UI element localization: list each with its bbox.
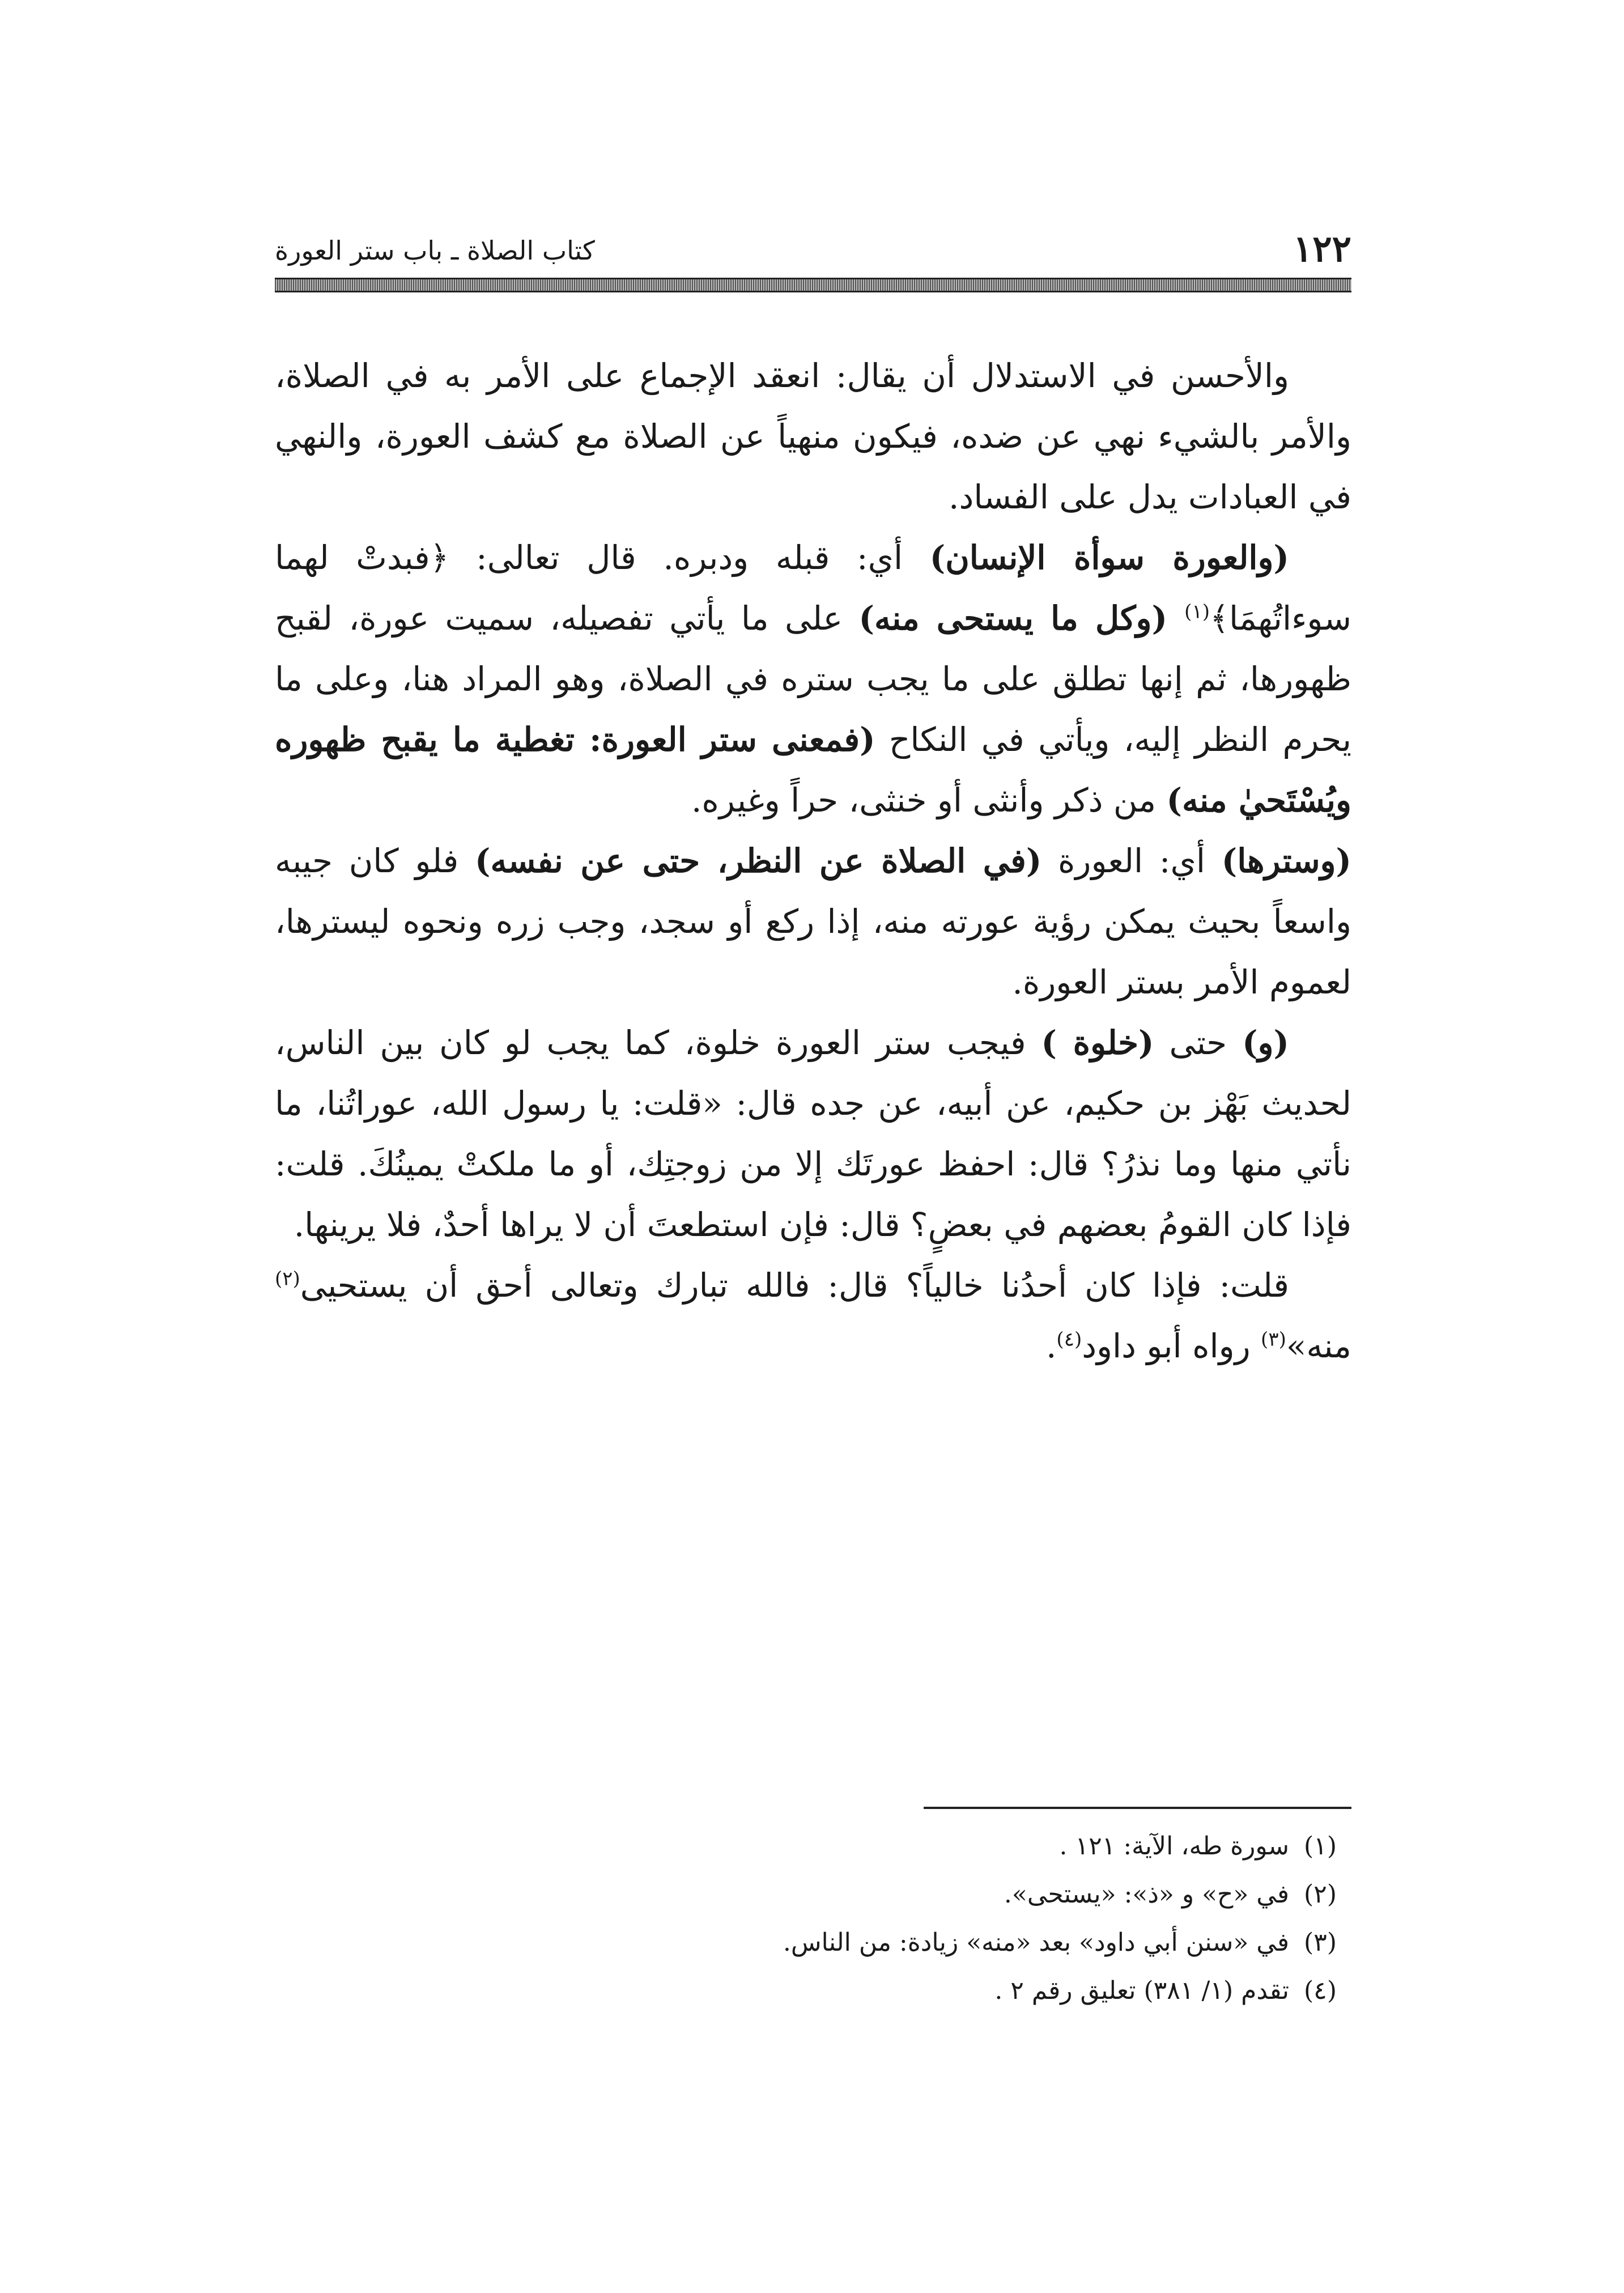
paragraph-text: أي: العورة — [1041, 842, 1222, 880]
page-number: ١٢٢ — [1293, 228, 1351, 270]
header-rule — [275, 278, 1351, 292]
footnote-mark-2[interactable]: (٢) — [275, 1267, 300, 1290]
footnote-text: في «سنن أبي داود» بعد «منه» زيادة: من الناس. — [783, 1928, 1289, 1957]
paragraph-text: . — [1045, 1327, 1057, 1365]
footnote-separator — [924, 1807, 1351, 1809]
paragraph-text: أي: قبله ودبره. قال تعالى: ﴿فبدتْ لهما سوءاتُهمَا﴾ — [275, 538, 1351, 638]
page-header — [275, 227, 1351, 272]
bold-term: (وسترها) — [1221, 842, 1352, 880]
footnote-2 — [275, 1870, 1351, 1918]
bold-term: (والعورة سوأة الإنسان) — [929, 538, 1289, 577]
paragraph-3 — [275, 831, 1351, 1013]
footnote-text: في «ح» و «ذ»: «يستحى». — [1004, 1880, 1289, 1909]
footnote-3 — [275, 1918, 1351, 1967]
footnote-number: (١) — [1304, 1832, 1337, 1861]
bold-term: (خلوة ) — [1041, 1024, 1154, 1062]
footnote-number: (٤) — [1304, 1976, 1337, 2005]
footnote-1 — [275, 1822, 1351, 1870]
footnote-number: (٢) — [1304, 1880, 1337, 1909]
running-title: كتاب الصلاة ـ باب ستر العورة — [275, 235, 595, 266]
paragraph-text: على ما يأتي تفصيله، سميت عورة، لقبح ظهورها، ثم إنها تطلق على ما يجب ستره في الصلاة، وهو المراد هنا، وعلى ما يحرم النظر إليه، ويأتي في النكاح — [275, 599, 1351, 759]
paragraph-text: حتى — [1154, 1024, 1243, 1062]
paragraph-text: منه» — [1286, 1327, 1351, 1365]
footnote-4 — [275, 1967, 1351, 2015]
paragraph-2 — [275, 528, 1351, 831]
paragraph-4 — [275, 1013, 1351, 1255]
paragraph-text: رواه أبو داود — [1082, 1327, 1261, 1365]
footnote-mark-3[interactable]: (٣) — [1261, 1328, 1286, 1351]
paragraph-5 — [275, 1255, 1351, 1377]
paragraph-1 — [275, 346, 1351, 528]
bold-term: (و) — [1242, 1024, 1290, 1062]
paragraph-text: من ذكر وأنثى أو خنثى، حراً وغيره. — [691, 781, 1167, 819]
footnote-text: سورة طه، الآية: ١٢١ . — [1059, 1832, 1289, 1861]
footnote-number: (٣) — [1304, 1928, 1337, 1957]
paragraph-text: قلت: فإذا كان أحدُنا خالياً؟ قال: فالله تبارك وتعالى أحق أن يستحيى — [300, 1266, 1289, 1305]
footnote-mark-1[interactable]: (١) — [1184, 600, 1210, 623]
bold-term: (وكل ما يستحى منه) — [858, 599, 1185, 638]
paragraph-1-text: والأحسن في الاستدلال أن يقال: انعقد الإجماع على الأمر به في الصلاة، والأمر بالشيء نهي عن ضده، فيكون منهياً عن الصلاة مع كشف العورة، والنهي في العبادات يدل على الفساد. — [275, 356, 1351, 516]
bold-term: (فمعنى ستر العورة: تغطية ما يقبح ظهوره ويُسْتَحيٰ منه) — [275, 720, 1351, 819]
footnotes — [275, 1822, 1351, 2015]
footnote-text: تقدم (١/ ٣٨١) تعليق رقم ٢ . — [994, 1976, 1289, 2005]
paragraph-text: فلو كان جيبه واسعاً بحيث يمكن رؤية عورته منه، إذا ركع أو سجد، وجب زره ونحوه ليسترها، لعموم الأمر بستر العورة. — [275, 842, 1351, 1001]
main-text — [275, 346, 1351, 1377]
footnote-mark-4[interactable]: (٤) — [1056, 1328, 1082, 1351]
paragraph-text: فيجب ستر العورة خلوة، كما يجب لو كان بين الناس، لحديث بَهْز بن حكيم، عن أبيه، عن جده قال: «قلت: يا رسول الله، عوراتُنا، ما نأتي منها وما نذرُ؟ قال: احفظ عورتَك إلا من زوجتِك، أو ما ملكتْ يمينُكَ. قلت: فإذا كان القومُ بعضهم في بعضٍ؟ قال: فإن استطعتَ أن لا يراها أحدٌ، فلا يرينها. — [275, 1024, 1351, 1244]
bold-term: (في الصلاة عن النظر، حتى عن نفسه) — [475, 842, 1042, 880]
